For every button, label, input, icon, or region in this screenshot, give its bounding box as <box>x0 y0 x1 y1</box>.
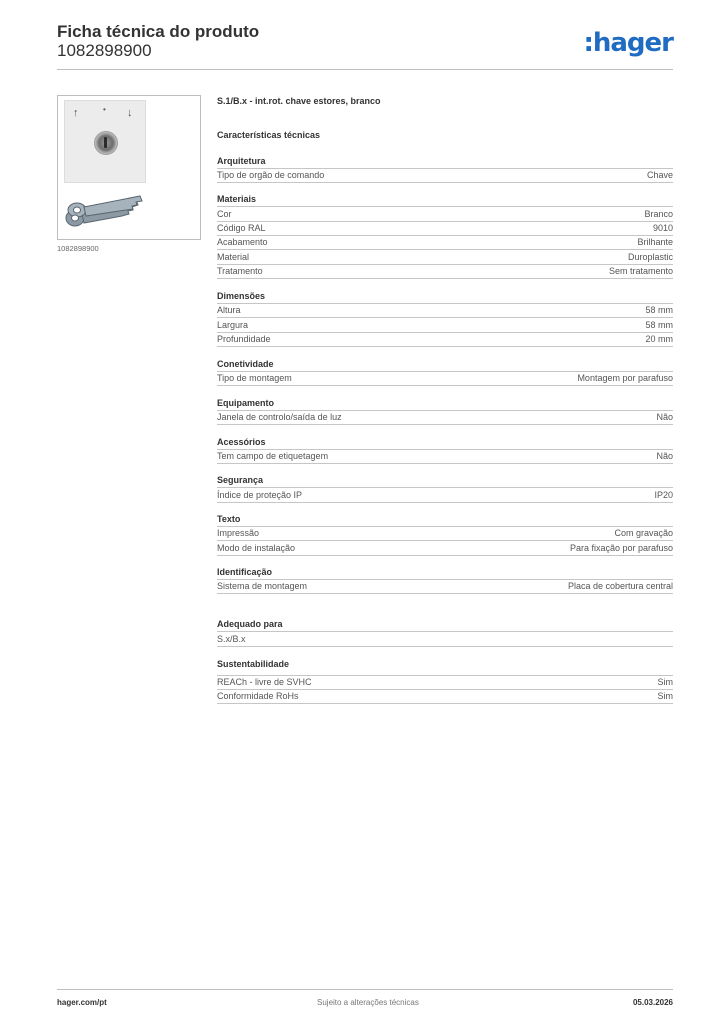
spec-row <box>217 542 673 556</box>
header-divider <box>57 69 673 70</box>
spec-label: Material <box>217 252 250 262</box>
spec-value: Não <box>656 412 673 422</box>
keys-icon <box>62 190 146 234</box>
spec-label: Largura <box>217 320 249 330</box>
spec-label: Tem campo de etiquetagem <box>217 451 329 461</box>
spec-value: Montagem por parafuso <box>577 373 673 383</box>
spec-label: Sistema de montagem <box>217 581 308 591</box>
spec-row <box>217 265 673 279</box>
page-header <box>57 20 673 70</box>
spec-row <box>217 319 673 333</box>
spec-value: Placa de cobertura central <box>567 581 673 591</box>
spec-label: Modo de instalação <box>217 543 296 553</box>
spec-row <box>217 633 673 647</box>
spec-row <box>217 169 673 183</box>
spec-value: 20 mm <box>645 334 673 344</box>
spec-row <box>217 236 673 250</box>
spec-label: Altura <box>217 305 241 315</box>
group-title-texto: Texto <box>217 513 673 527</box>
spec-value: 58 mm <box>645 305 673 315</box>
spec-row <box>217 580 673 594</box>
image-caption: 1082898900 <box>57 244 99 253</box>
spec-label: Janela de controlo/saída de luz <box>217 412 342 422</box>
spec-label: REACh - livre de SVHC <box>217 677 312 687</box>
footer-notice: Sujeito a alterações técnicas <box>317 998 419 1007</box>
spec-value: Brilhante <box>637 237 673 247</box>
section-heading: Características técnicas <box>217 130 321 140</box>
spec-label: Tipo de orgão de comando <box>217 170 325 180</box>
arrow-down-icon: ↓ <box>127 107 133 119</box>
group-title-adequado-para: Adequado para <box>217 618 673 632</box>
spec-label: Profundidade <box>217 334 271 344</box>
spec-label: Impressão <box>217 528 260 538</box>
spec-row <box>217 222 673 236</box>
spec-value: 9010 <box>652 223 673 233</box>
arrow-up-icon: ↑ <box>73 107 79 119</box>
key-switch-plate <box>64 100 146 183</box>
spec-label: Acabamento <box>217 237 268 247</box>
spec-row <box>217 527 673 541</box>
product-code: 1082898900 <box>57 41 152 60</box>
group-title-acessorios: Acessórios <box>217 436 673 450</box>
group-title-conetividade: Conetividade <box>217 358 673 372</box>
group-title-materiais: Materiais <box>217 193 673 207</box>
spec-value: Sim <box>657 677 673 687</box>
spec-value: Branco <box>644 209 673 219</box>
group-title-arquitetura: Arquitetura <box>217 155 673 169</box>
spec-row <box>217 208 673 222</box>
document-title: Ficha técnica do produto <box>57 22 260 41</box>
spec-row <box>217 251 673 265</box>
spec-value: Duroplastic <box>627 252 673 262</box>
spec-label: Tipo de montagem <box>217 373 292 383</box>
footer-date: 05.03.2026 <box>632 998 673 1007</box>
spec-label: Cor <box>217 209 232 219</box>
spec-row <box>217 411 673 425</box>
spec-label: Tratamento <box>217 266 263 276</box>
footer-divider <box>57 989 673 990</box>
spec-value: Para fixação por parafuso <box>569 543 673 553</box>
spec-label: Índice de proteção IP <box>217 490 303 500</box>
footer-website: hager.com/pt <box>57 998 107 1007</box>
dot-icon: • <box>103 105 106 114</box>
group-title-sustentabilidade: Sustentabilidade <box>217 658 673 676</box>
spec-value: Com gravação <box>614 528 673 538</box>
spec-value: 58 mm <box>645 320 673 330</box>
product-name: S.1/B.x - int.rot. chave estores, branco <box>217 96 381 106</box>
group-title-seguranca: Segurança <box>217 474 673 488</box>
spec-label: Conformidade RoHs <box>217 691 299 701</box>
spec-row <box>217 690 673 704</box>
spec-row <box>217 333 673 347</box>
product-image <box>57 95 201 240</box>
spec-value: IP20 <box>654 490 673 500</box>
spec-value: Não <box>656 451 673 461</box>
spec-value: Sem tratamento <box>608 266 673 276</box>
group-title-dimensoes: Dimensões <box>217 290 673 304</box>
group-title-equipamento: Equipamento <box>217 397 673 411</box>
spec-value: Sim <box>657 691 673 701</box>
spec-row <box>217 304 673 318</box>
spec-row <box>217 450 673 464</box>
spec-label: S.x/B.x <box>217 634 246 644</box>
spec-value: Chave <box>646 170 673 180</box>
hager-logo: :hager <box>583 28 673 58</box>
key-lock-icon <box>94 131 118 155</box>
spec-label: Código RAL <box>217 223 266 233</box>
group-title-identificacao: Identificação <box>217 566 673 580</box>
spec-row <box>217 676 673 690</box>
spec-row <box>217 489 673 503</box>
spec-row <box>217 372 673 386</box>
